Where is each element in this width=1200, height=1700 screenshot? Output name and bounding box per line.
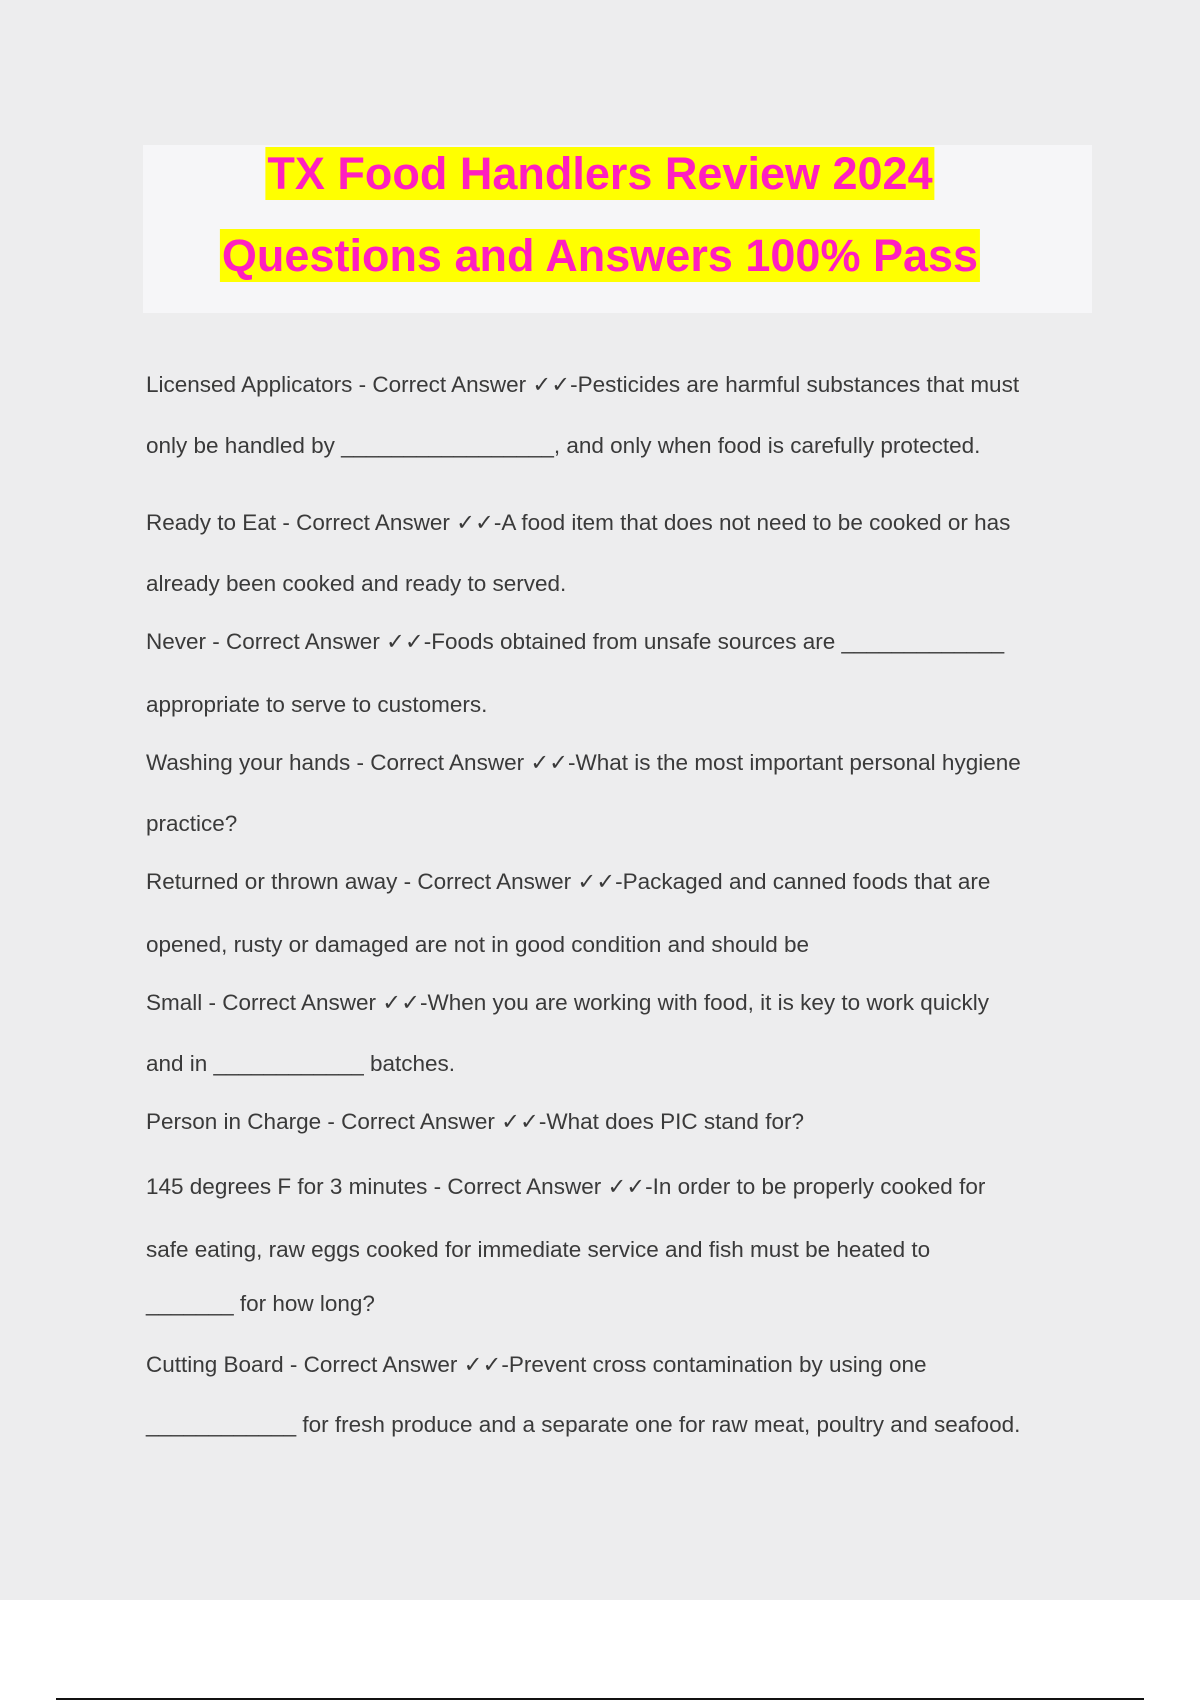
qa-line: safe eating, raw eggs cooked for immediate service and fish must be heated to [146, 1237, 931, 1262]
qa-line: Returned or thrown away - Correct Answer ✓✓-Packaged and canned foods that are [146, 869, 991, 894]
document-title-line-1: TX Food Handlers Review 2024 [267, 148, 933, 199]
qa-line: only be handled by _________________, and only when food is carefully protected. [146, 433, 981, 458]
qa-line: ____________ for fresh produce and a separate one for raw meat, poultry and seafood. [146, 1412, 1021, 1437]
qa-line: practice? [146, 811, 238, 836]
qa-line: opened, rusty or damaged are not in good condition and should be [146, 932, 809, 957]
qa-line: Ready to Eat - Correct Answer ✓✓-A food item that does not need to be cooked or has [146, 510, 1011, 535]
qa-line: Person in Charge - Correct Answer ✓✓-What does PIC stand for? [146, 1109, 804, 1134]
qa-line: and in ____________ batches. [146, 1051, 456, 1076]
qa-line: Licensed Applicators - Correct Answer ✓✓-Pesticides are harmful substances that must [146, 372, 1020, 397]
document-title-line-2: Questions and Answers 100% Pass [221, 230, 979, 281]
qa-line: Small - Correct Answer ✓✓-When you are working with food, it is key to work quickly [146, 990, 989, 1015]
qa-line: Washing your hands - Correct Answer ✓✓-What is the most important personal hygiene [146, 750, 1021, 775]
qa-line: already been cooked and ready to served. [146, 571, 567, 596]
qa-line: appropriate to serve to customers. [146, 692, 488, 717]
qa-line: Cutting Board - Correct Answer ✓✓-Prevent cross contamination by using one [146, 1352, 927, 1377]
qa-line: _______ for how long? [146, 1291, 375, 1316]
qa-line: 145 degrees F for 3 minutes - Correct Answer ✓✓-In order to be properly cooked for [146, 1174, 986, 1199]
qa-line: Never - Correct Answer ✓✓-Foods obtained from unsafe sources are _____________ [146, 629, 1005, 654]
